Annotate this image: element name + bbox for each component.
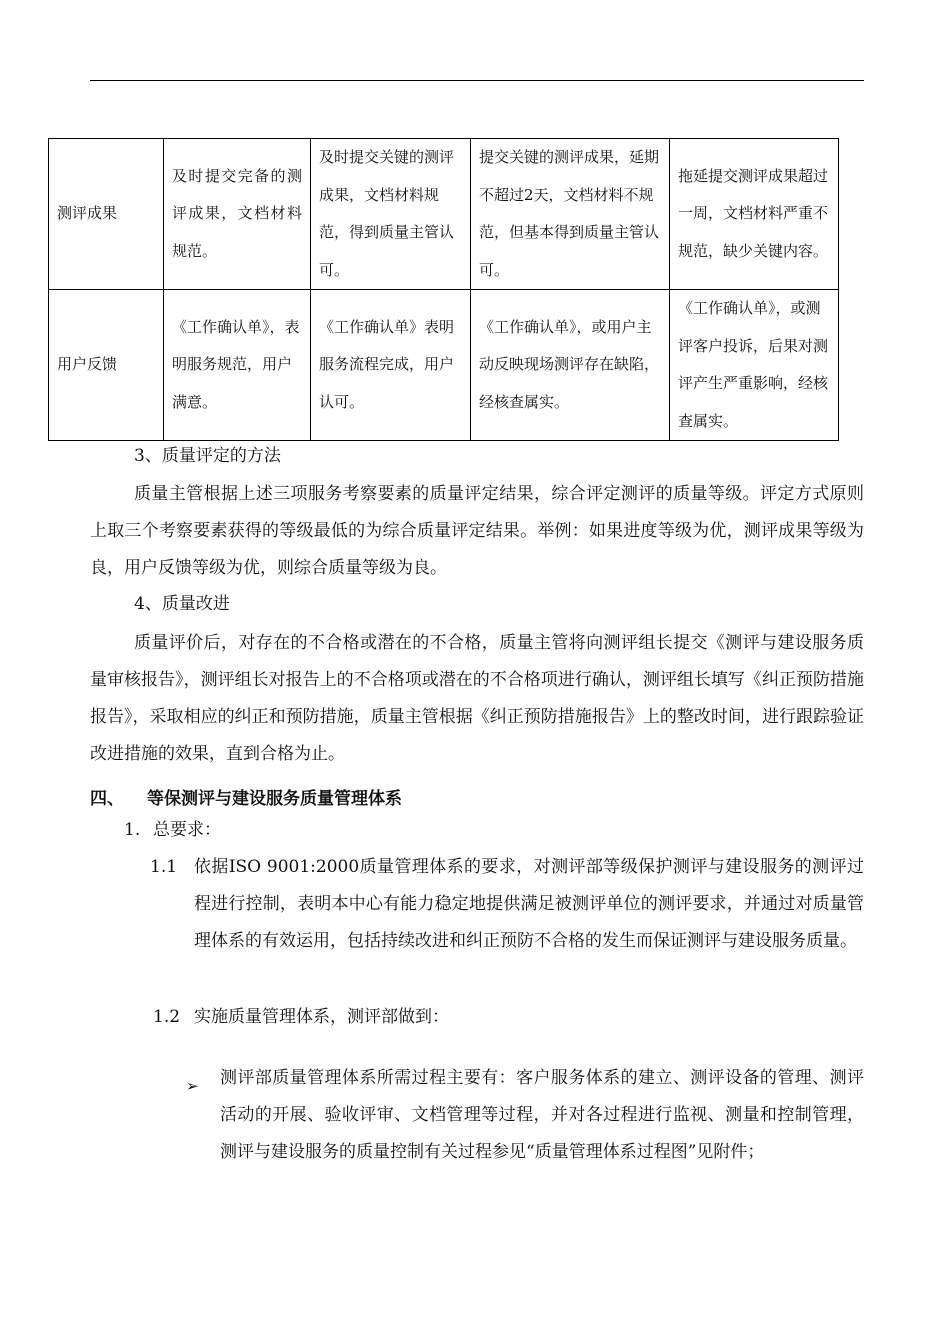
table-row	[49, 290, 839, 441]
section-3-body: 质量主管根据上述三项服务考察要素的质量评定结果，综合评定测评的质量等级。评定方式原则上取三个考察要素获得的等级最低的为综合质量评定结果。举例：如果进度等级为优，测评成果等级为良，用户反馈等级为优，则综合质量等级为良。	[90, 484, 864, 578]
item-1-2-text: 实施质量管理体系，测评部做到：	[194, 1007, 449, 1027]
cell-excellent: 《工作确认单》，表明服务规范，用户满意。	[164, 290, 311, 441]
chapter-number: 四、	[90, 789, 124, 809]
bullet-1-text: 测评部质量管理体系所需过程主要有：客户服务体系的建立、测评设备的管理、测评活动的开展、验收评审、文档管理等过程，并对各过程进行监视、测量和控制管理，测评与建设服务的质量控制有关过程参见“质量管理体系过程图”见附件；	[220, 1068, 864, 1162]
cell-fail: 拖延提交测评成果超过一周，文档材料严重不规范，缺少关键内容。	[670, 139, 839, 290]
cell-good: 及时提交关键的测评成果，文档材料规范，得到质量主管认可。	[311, 139, 471, 290]
cell-pass: 提交关键的测评成果，延期不超过2天，文档材料不规范，但基本得到质量主管认可。	[471, 139, 670, 290]
item-1-1-number: 1.1	[150, 857, 178, 877]
chapter-title: 等保测评与建设服务质量管理体系	[147, 789, 402, 809]
section-4-body: 质量评价后，对存在的不合格或潜在的不合格，质量主管将向测评组长提交《测评与建设服务质量审核报告》，测评组长对报告上的不合格项或潜在的不合格项进行确认，测评组长填写《纠正预防措施报告》，采取相应的纠正和预防措施，质量主管根据《纠正预防措施报告》上的整改时间，进行跟踪验证改进措施的效果，直到合格为止。	[90, 633, 864, 764]
cell-excellent: 及时提交完备的测评成果，文档材料规范。	[164, 139, 311, 290]
item-1-1-text: 依据ISO 9001:2000质量管理体系的要求，对测评部等级保护测评与建设服务的测评过程进行控制，表明本中心有能力稳定地提供满足被测评单位的测评要求，并通过对质量管理体系的有效运用，包括持续改进和纠正预防不合格的发生而保证测评与建设服务质量。	[194, 857, 864, 951]
section-3-title: 3、质量评定的方法	[134, 446, 281, 466]
quality-evaluation-table	[48, 138, 839, 441]
general-number: 1.	[124, 820, 141, 840]
cell-good: 《工作确认单》表明服务流程完成，用户认可。	[311, 290, 471, 441]
item-1-2-number: 1.2	[153, 1007, 181, 1027]
section-4-title: 4、质量改进	[134, 594, 230, 614]
row-label-results: 测评成果	[49, 139, 164, 290]
bullet-arrow-icon: ➢	[186, 1077, 199, 1095]
row-label-feedback: 用户反馈	[49, 290, 164, 441]
cell-pass: 《工作确认单》，或用户主动反映现场测评存在缺陷，经核查属实。	[471, 290, 670, 441]
header-rule	[90, 80, 864, 81]
cell-fail: 《工作确认单》，或测评客户投诉，后果对测评产生严重影响，经核查属实。	[670, 290, 839, 441]
general-title: 总要求：	[153, 820, 221, 840]
table-row	[49, 139, 839, 290]
